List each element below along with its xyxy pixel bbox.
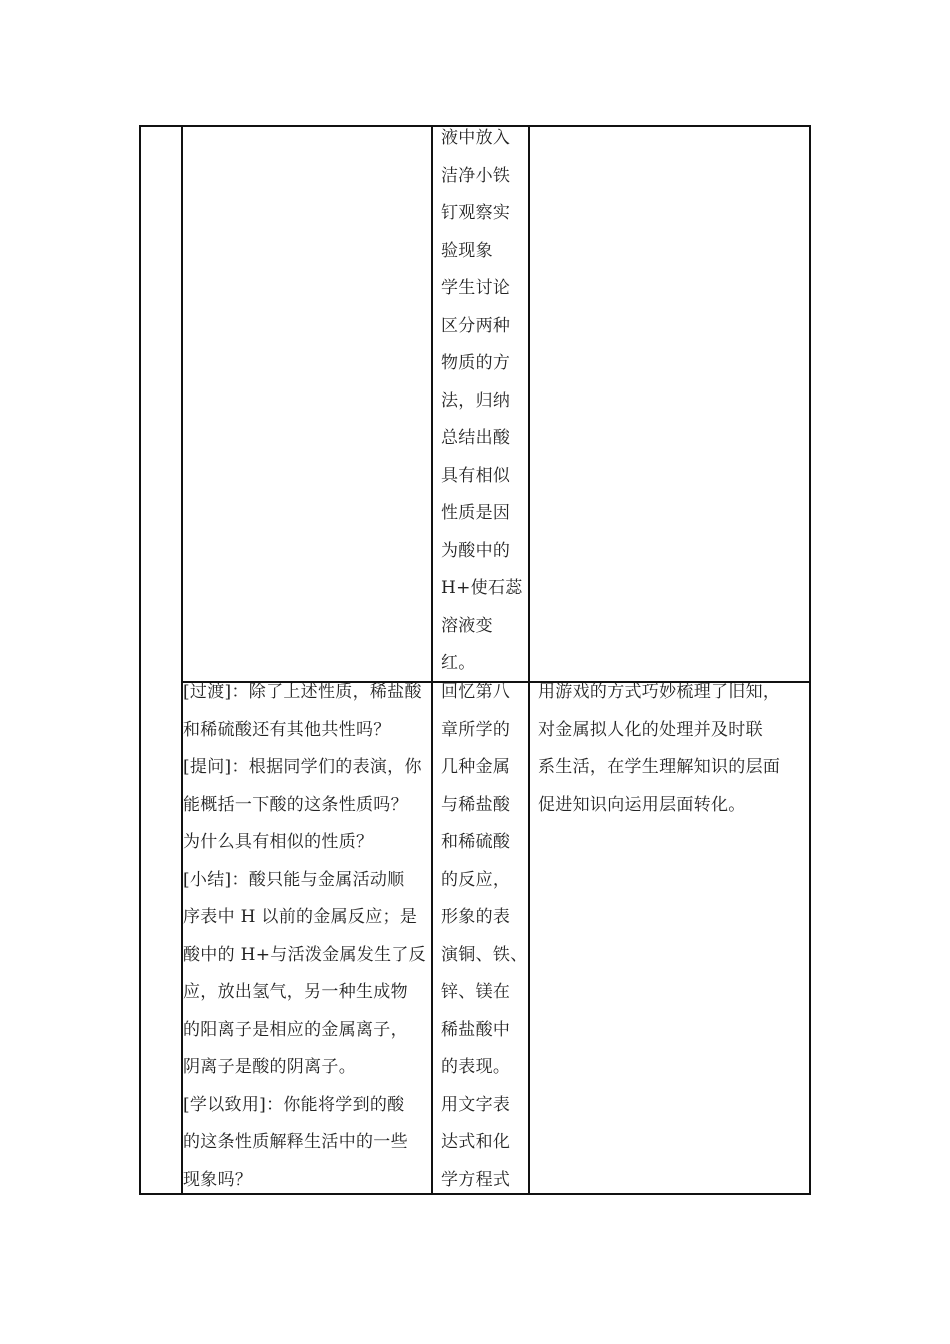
teacher-line: 阴离子是酸的阴离子。 <box>183 1057 356 1077</box>
activity-line: 法，归纳 <box>441 390 511 411</box>
teacher-line: 的这条性质解释生活中的一些 <box>183 1132 408 1152</box>
activity-line: 的反应， <box>441 869 511 890</box>
lesson-table <box>139 125 811 1195</box>
activity-line: 学方程式 <box>441 1169 511 1190</box>
activity-line: 学生讨论 <box>441 278 511 298</box>
activity-line: 性质是因 <box>441 503 511 523</box>
activity-line: 形象的表 <box>441 907 511 927</box>
activity-line: 锌、镁在 <box>441 982 511 1002</box>
teacher-line: 现象吗？ <box>183 1169 253 1190</box>
activity-line: 总结出酸 <box>441 428 511 448</box>
teacher-line: [学以致用]：你能将学到的酸 <box>183 1094 405 1115</box>
column-divider-3 <box>528 125 530 1195</box>
activity-line: 物质的方 <box>441 353 511 373</box>
activity-line: 区分两种 <box>441 315 511 336</box>
table-border-right <box>809 125 811 1195</box>
activity-line: 回忆第八 <box>441 682 511 702</box>
activity-line: 为酸中的 <box>441 540 511 561</box>
activity-line: 演铜、铁、 <box>441 944 528 965</box>
activity-line: 红。 <box>441 653 476 673</box>
activity-line: 的表现。 <box>441 1057 511 1077</box>
activity-line: 具有相似 <box>441 465 511 486</box>
row2-design-intent <box>538 674 806 824</box>
intent-line: 促进知识向运用层面转化。 <box>538 794 746 815</box>
activity-line: 几种金属 <box>441 757 511 777</box>
activity-line: 液中放入 <box>441 128 511 148</box>
activity-line: 和稀硫酸 <box>441 832 511 852</box>
intent-line: 对金属拟人化的处理并及时联 <box>538 719 763 740</box>
teacher-line: 的阳离子是相应的金属离子， <box>183 1019 408 1040</box>
activity-line: 达式和化 <box>441 1132 511 1152</box>
teacher-line: 为什么具有相似的性质？ <box>183 832 374 852</box>
teacher-line: 序表中 H 以前的金属反应；是 <box>183 907 418 927</box>
row2-student-activity <box>441 674 528 1199</box>
intent-line: 系生活，在学生理解知识的层面 <box>538 757 781 777</box>
activity-line: 洁净小铁 <box>441 165 511 186</box>
teacher-line: 和稀硫酸还有其他共性吗？ <box>183 719 391 740</box>
teacher-line: 应，放出氢气，另一种生成物 <box>183 982 408 1002</box>
activity-line: 钉观察实 <box>441 203 511 223</box>
column-divider-2 <box>431 125 433 1195</box>
row2-teacher-activity <box>183 674 430 1199</box>
teacher-line: [过渡]：除了上述性质，稀盐酸 <box>183 682 422 702</box>
activity-line: 与稀盐酸 <box>441 794 511 815</box>
teacher-line: [小结]：酸只能与金属活动顺 <box>183 869 405 890</box>
intent-line: 用游戏的方式巧妙梳理了旧知， <box>538 682 781 702</box>
row1-student-activity <box>441 120 525 683</box>
table-border-left <box>139 125 141 1195</box>
activity-line: 稀盐酸中 <box>441 1019 511 1040</box>
activity-line: 章所学的 <box>441 719 511 740</box>
teacher-line: [提问]：根据同学们的表演，你 <box>183 757 422 777</box>
teacher-line: 酸中的 H+与活泼金属发生了反 <box>183 944 426 965</box>
activity-line: H+使石蕊 <box>441 578 523 598</box>
activity-line: 溶液变 <box>441 615 493 636</box>
activity-line: 用文字表 <box>441 1094 511 1115</box>
activity-line: 验现象 <box>441 240 493 261</box>
teacher-line: 能概括一下酸的这条性质吗？ <box>183 794 408 815</box>
